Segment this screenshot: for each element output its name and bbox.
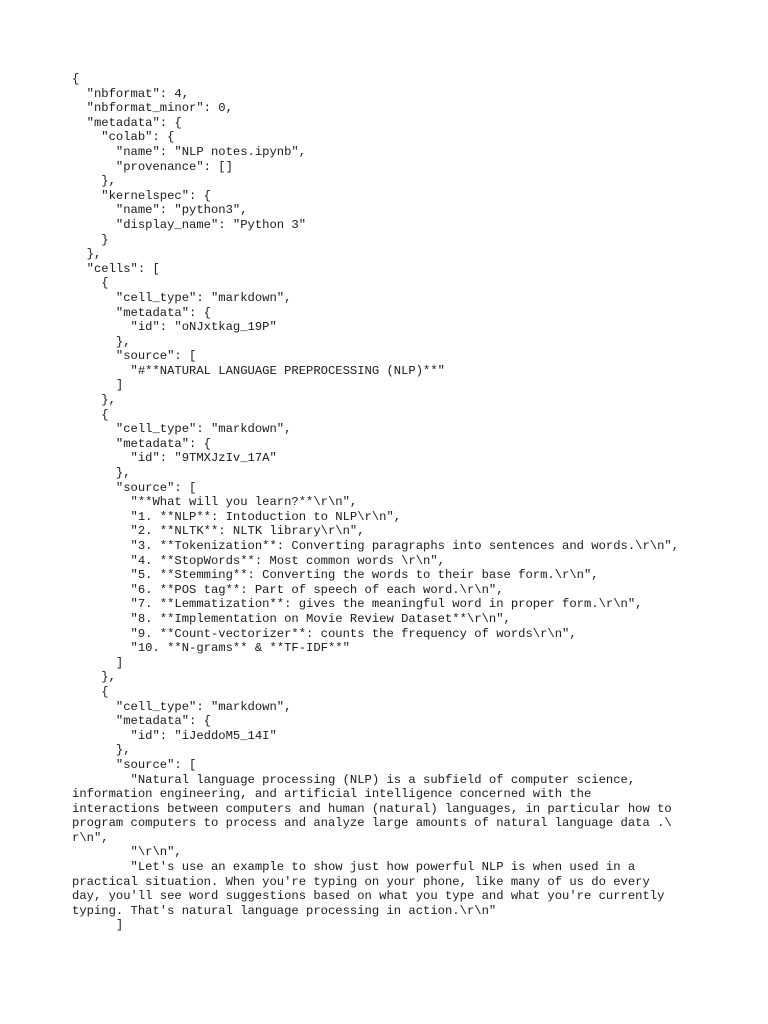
code-line: "Natural language processing (NLP) is a subfield of computer science, <box>72 772 636 787</box>
code-line: "4. **StopWords**: Most common words \r\n", <box>72 553 445 568</box>
code-line: "cells": [ <box>72 261 160 276</box>
code-line: "5. **Stemming**: Converting the words to their base form.\r\n", <box>72 568 599 583</box>
code-line: "colab": { <box>72 130 175 145</box>
code-line: "metadata": { <box>72 305 211 320</box>
code-line: "id": "oNJxtkag_19P" <box>72 320 277 335</box>
code-line: "\r\n", <box>72 845 182 860</box>
code-line: "10. **N-grams** & **TF-IDF**" <box>72 641 350 656</box>
code-line: "provenance": [] <box>72 159 233 174</box>
code-line: information engineering, and artificial intelligence concerned with the <box>72 787 592 802</box>
code-line: "#**NATURAL LANGUAGE PREPROCESSING (NLP)**" <box>72 363 445 378</box>
code-line: }, <box>72 743 131 758</box>
code-line: "metadata": { <box>72 714 211 729</box>
code-line: ] <box>72 918 124 933</box>
code-line: "7. **Lemmatization**: gives the meaningful word in proper form.\r\n", <box>72 597 643 612</box>
code-line: "6. **POS tag**: Part of speech of each word.\r\n", <box>72 582 504 597</box>
code-line: "cell_type": "markdown", <box>72 290 292 305</box>
code-line: "id": "iJeddoM5_14I" <box>72 728 277 743</box>
code-line: "2. **NLTK**: NLTK library\r\n", <box>72 524 365 539</box>
code-line: typing. That's natural language processing in action.\r\n" <box>72 903 497 918</box>
code-line: { <box>72 72 80 86</box>
code-line: r\n", <box>72 830 109 845</box>
code-line: "id": "9TMXJzIv_17A" <box>72 451 277 466</box>
code-line: "name": "python3", <box>72 203 248 218</box>
code-line: { <box>72 407 109 422</box>
code-line: "1. **NLP**: Intoduction to NLP\r\n", <box>72 509 402 524</box>
code-line: "metadata": { <box>72 436 211 451</box>
code-line: day, you'll see word suggestions based on what you type and what you're currently <box>72 889 665 904</box>
code-line: "3. **Tokenization**: Converting paragraphs into sentences and words.\r\n", <box>72 539 680 553</box>
code-line: "Let's use an example to show just how powerful NLP is when used in a <box>72 860 636 875</box>
code-line: "source": [ <box>72 480 197 495</box>
code-line: }, <box>72 393 116 408</box>
document-page <box>72 72 696 933</box>
code-line: }, <box>72 466 131 481</box>
code-line: practical situation. When you're typing on your phone, like many of us do every <box>72 874 650 889</box>
code-line: interactions between computers and human (natural) languages, in particular how to <box>72 801 672 816</box>
code-line: "nbformat": 4, <box>72 86 190 101</box>
code-line: } <box>72 232 109 247</box>
code-line: "nbformat_minor": 0, <box>72 101 233 116</box>
code-line: }, <box>72 670 116 685</box>
code-line: "kernelspec": { <box>72 188 211 203</box>
code-line: "source": [ <box>72 757 197 772</box>
code-line: "cell_type": "markdown", <box>72 699 292 714</box>
code-line: "metadata": { <box>72 115 182 130</box>
code-line: "display_name": "Python 3" <box>72 217 307 232</box>
code-line: "9. **Count-vectorizer**: counts the frequency of words\r\n", <box>72 626 577 641</box>
code-line: ] <box>72 378 124 393</box>
code-line: "cell_type": "markdown", <box>72 422 292 437</box>
notebook-json-text <box>72 72 696 933</box>
code-line: { <box>72 684 109 699</box>
code-line: program computers to process and analyze large amounts of natural language data .\ <box>72 816 672 831</box>
code-line: "name": "NLP notes.ipynb", <box>72 144 307 159</box>
code-line: }, <box>72 247 102 262</box>
code-line: "**What will you learn?**\r\n", <box>72 495 358 510</box>
code-line: ] <box>72 655 124 670</box>
code-line: { <box>72 276 109 291</box>
code-line: "8. **Implementation on Movie Review Dataset**\r\n", <box>72 611 511 626</box>
code-line: "source": [ <box>72 349 197 364</box>
code-line: }, <box>72 334 131 349</box>
code-line: }, <box>72 174 116 189</box>
